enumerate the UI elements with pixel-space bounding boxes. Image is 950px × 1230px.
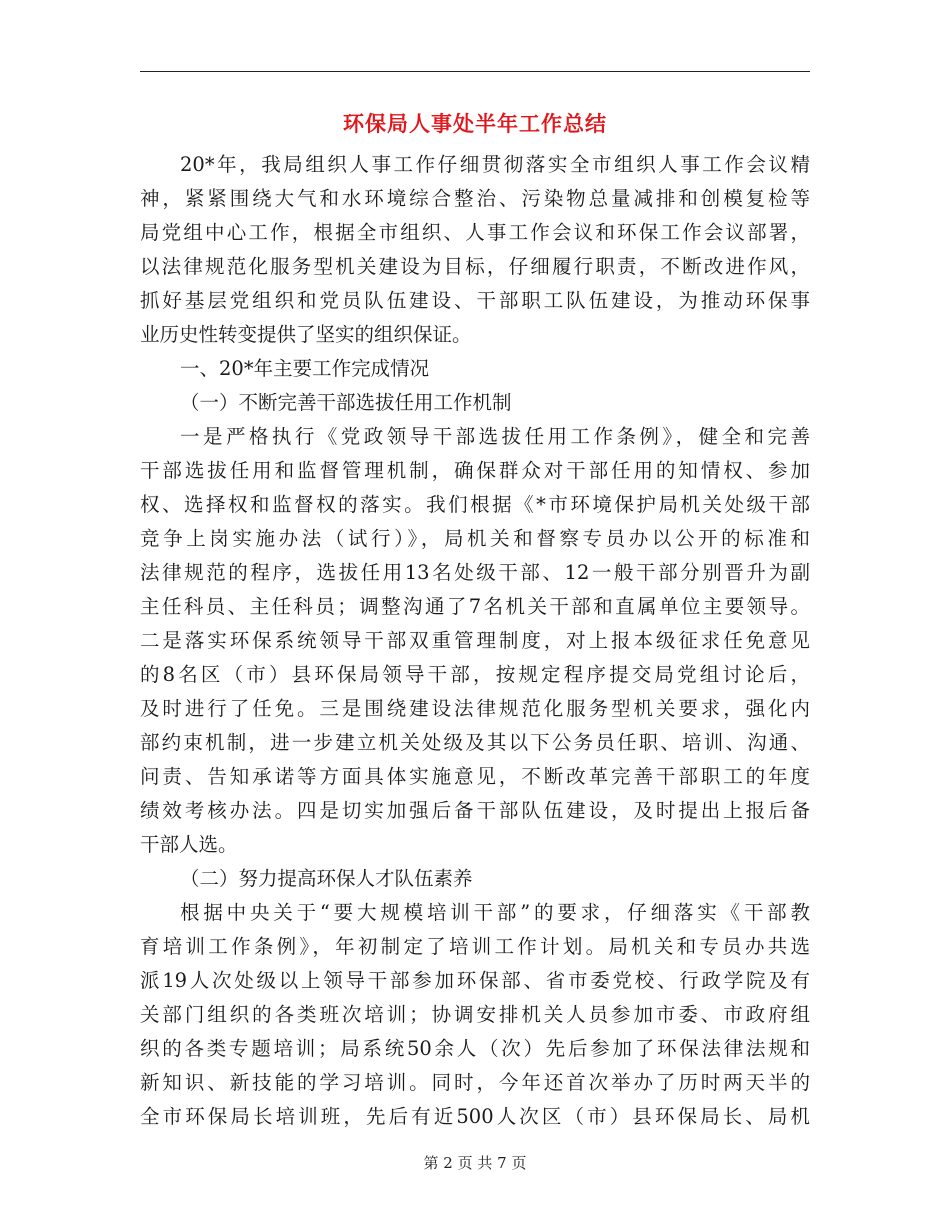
text-line: 部约束机制，进一步建立机关处级及其以下公务员任职、培训、沟通、 [140, 731, 810, 754]
text-line: 及时进行了任免。三是围绕建设法律规范化服务型机关要求，强化内 [140, 697, 810, 720]
text-line: 二是落实环保系统领导干部双重管理制度，对上报本级征求任免意见 [140, 629, 810, 652]
text-line: 干部选拔任用和监督管理机制，确保群众对干部任用的知情权、参加 [140, 459, 810, 482]
document-title: 环保局人事处半年工作总结 [343, 111, 607, 136]
text-line: 育培训工作条例》，年初制定了培训工作计划。局机关和专员办共选 [140, 935, 810, 958]
text-line: 法律规范的程序，选拔任用13名处级干部、12一般干部分别晋升为副 [140, 561, 810, 584]
text-line: 全市环保局长培训班，先后有近500人次区（市）县环保局长、局机 [140, 1105, 810, 1128]
text-line: 业历史性转变提供了坚实的组织保证。 [140, 323, 472, 346]
text-line: 干部人选。 [140, 833, 238, 856]
text-line: （二）努力提高环保人才队伍素养 [180, 867, 473, 890]
text-line: 局党组中心工作，根据全市组织、人事工作会议和环保工作会议部署， [140, 221, 810, 244]
text-line: 织的各类专题培训；局系统50余人（次）先后参加了环保法律法规和 [140, 1037, 810, 1060]
text-line: 新知识、新技能的学习培训。同时，今年还首次举办了历时两天半的 [140, 1071, 810, 1094]
text-line: 派19人次处级以上领导干部参加环保部、省市委党校、行政学院及有 [140, 969, 810, 992]
text-line: 的8名区（市）县环保局领导干部，按规定程序提交局党组讨论后， [140, 663, 810, 686]
text-line: 抓好基层党组织和党员队伍建设、干部职工队伍建设，为推动环保事 [140, 289, 810, 312]
text-line: 20*年，我局组织人事工作仔细贯彻落实全市组织人事工作会议精 [180, 153, 810, 176]
header-rule [140, 71, 810, 72]
page-footer: 第 2 页 共 7 页 [423, 1154, 527, 1172]
text-line: 问责、告知承诺等方面具体实施意见，不断改革完善干部职工的年度 [140, 765, 810, 788]
text-line: 神，紧紧围绕大气和水环境综合整治、污染物总量减排和创模复检等 [140, 187, 810, 210]
text-line: 一、20*年主要工作完成情况 [180, 357, 430, 380]
text-line: 权、选择权和监督权的落实。我们根据《*市环境保护局机关处级干部 [140, 493, 810, 516]
text-line: 关部门组织的各类班次培训；协调安排机关人员参加市委、市政府组 [140, 1003, 810, 1026]
text-line: 以法律规范化服务型机关建设为目标，仔细履行职责，不断改进作风， [140, 255, 810, 278]
text-line: 一是严格执行《党政领导干部选拔任用工作条例》，健全和完善 [180, 425, 810, 448]
text-line: 绩效考核办法。四是切实加强后备干部队伍建设，及时提出上报后备 [140, 799, 810, 822]
text-line: （一）不断完善干部选拔任用工作机制 [180, 391, 512, 414]
text-line: 根据中央关于“要大规模培训干部”的要求，仔细落实《干部教 [180, 901, 810, 924]
text-line: 竞争上岗实施办法（试行）》，局机关和督察专员办以公开的标准和 [140, 527, 810, 550]
document-body [140, 148, 810, 1134]
text-line: 主任科员、主任科员；调整沟通了7名机关干部和直属单位主要领导。 [140, 595, 810, 618]
